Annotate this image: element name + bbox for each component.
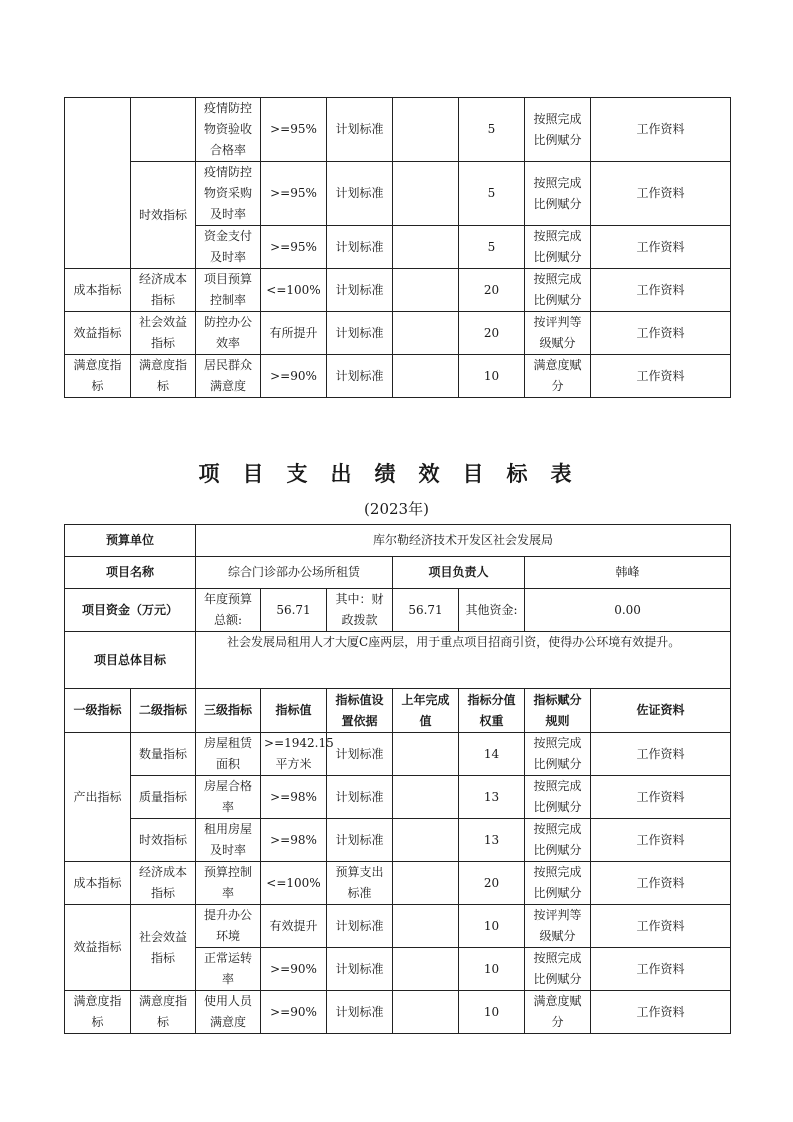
- level2-satisfaction: 满意度指标: [131, 991, 196, 1034]
- basis-cell: 计划标准: [327, 226, 393, 269]
- evidence-cell: 工作资料: [591, 905, 731, 948]
- level2-satisfaction: 满意度指标: [131, 355, 196, 398]
- basis-cell: 计划标准: [327, 733, 393, 776]
- level3-cell: 居民群众满意度: [196, 355, 261, 398]
- evidence-cell: 工作资料: [591, 355, 731, 398]
- value-cell: >=98%: [261, 776, 327, 819]
- level2-timeliness: 时效指标: [131, 162, 196, 269]
- rule-cell: 按照完成比例赋分: [525, 733, 591, 776]
- level3-cell: 疫情防控物资采购及时率: [196, 162, 261, 226]
- level3-cell: 疫情防控物资验收合格率: [196, 98, 261, 162]
- evidence-cell: 工作资料: [591, 98, 731, 162]
- last-year-cell: [393, 269, 459, 312]
- level3-cell: 房屋租赁面积: [196, 733, 261, 776]
- rule-cell: 按照完成比例赋分: [525, 269, 591, 312]
- value-cell: <=100%: [261, 862, 327, 905]
- project-name-label: 项目名称: [65, 557, 196, 589]
- evidence-cell: 工作资料: [591, 312, 731, 355]
- table-row: [65, 632, 731, 689]
- table-row: [65, 557, 731, 589]
- level3-cell: 使用人员满意度: [196, 991, 261, 1034]
- header-value: 指标值: [261, 689, 327, 733]
- level2-quality-cont: [131, 98, 196, 162]
- header-level3: 三级指标: [196, 689, 261, 733]
- basis-cell: 计划标准: [327, 355, 393, 398]
- header-last-year: 上年完成值: [393, 689, 459, 733]
- rule-cell: 按评判等级赋分: [525, 312, 591, 355]
- evidence-cell: 工作资料: [591, 948, 731, 991]
- level3-cell: 防控办公效率: [196, 312, 261, 355]
- level1-satisfaction: 满意度指标: [65, 991, 131, 1034]
- level3-cell: 房屋合格率: [196, 776, 261, 819]
- last-year-cell: [393, 98, 459, 162]
- table-row: [65, 312, 731, 355]
- level1-output-cont: [65, 98, 131, 269]
- level2-economic-cost: 经济成本指标: [131, 862, 196, 905]
- overall-goal-text: 社会发展局租用人才大厦C座两层，用于重点项目招商引资，使得办公环境有效提升。: [196, 632, 731, 689]
- rule-cell: 按照完成比例赋分: [525, 162, 591, 226]
- rule-cell: 按照完成比例赋分: [525, 948, 591, 991]
- table-row: [65, 776, 731, 819]
- basis-cell: 计划标准: [327, 991, 393, 1034]
- project-name-value: 综合门诊部办公场所租赁: [196, 557, 393, 589]
- evidence-cell: 工作资料: [591, 862, 731, 905]
- last-year-cell: [393, 991, 459, 1034]
- value-cell: >=95%: [261, 162, 327, 226]
- weight-cell: 10: [459, 355, 525, 398]
- last-year-cell: [393, 776, 459, 819]
- header-level2: 二级指标: [131, 689, 196, 733]
- level1-benefit: 效益指标: [65, 312, 131, 355]
- evidence-cell: 工作资料: [591, 162, 731, 226]
- weight-cell: 20: [459, 269, 525, 312]
- level1-cost: 成本指标: [65, 862, 131, 905]
- table-row: [65, 162, 731, 226]
- table-row: [65, 98, 731, 162]
- rule-cell: 按评判等级赋分: [525, 905, 591, 948]
- project-funds-label: 项目资金（万元）: [65, 589, 196, 632]
- level3-cell: 租用房屋及时率: [196, 819, 261, 862]
- weight-cell: 10: [459, 905, 525, 948]
- weight-cell: 20: [459, 862, 525, 905]
- weight-cell: 20: [459, 312, 525, 355]
- level2-social-benefit: 社会效益指标: [131, 905, 196, 991]
- basis-cell: 计划标准: [327, 269, 393, 312]
- level2-social-benefit: 社会效益指标: [131, 312, 196, 355]
- project-owner-label: 项目负责人: [393, 557, 525, 589]
- last-year-cell: [393, 948, 459, 991]
- table-row: [65, 525, 731, 557]
- value-cell: 有效提升: [261, 905, 327, 948]
- level3-cell: 资金支付及时率: [196, 226, 261, 269]
- table-header-row: [65, 689, 731, 733]
- performance-goal-table: [64, 524, 731, 1034]
- level2-economic-cost: 经济成本指标: [131, 269, 196, 312]
- rule-cell: 满意度赋分: [525, 991, 591, 1034]
- header-evidence: 佐证资料: [591, 689, 731, 733]
- evidence-cell: 工作资料: [591, 819, 731, 862]
- value-cell: 有所提升: [261, 312, 327, 355]
- evidence-cell: 工作资料: [591, 226, 731, 269]
- basis-cell: 预算支出标准: [327, 862, 393, 905]
- value-cell: >=95%: [261, 98, 327, 162]
- level2-quality: 质量指标: [131, 776, 196, 819]
- fiscal-allocation-label: 其中：财政拨款: [327, 589, 393, 632]
- basis-cell: 计划标准: [327, 905, 393, 948]
- level1-output: 产出指标: [65, 733, 131, 862]
- project-owner-value: 韩峰: [525, 557, 731, 589]
- basis-cell: 计划标准: [327, 819, 393, 862]
- rule-cell: 按照完成比例赋分: [525, 226, 591, 269]
- rule-cell: 按照完成比例赋分: [525, 819, 591, 862]
- fiscal-allocation-value: 56.71: [393, 589, 459, 632]
- table-row: [65, 819, 731, 862]
- last-year-cell: [393, 355, 459, 398]
- other-funds-value: 0.00: [525, 589, 731, 632]
- annual-budget-value: 56.71: [261, 589, 327, 632]
- last-year-cell: [393, 905, 459, 948]
- budget-unit-label: 预算单位: [65, 525, 196, 557]
- header-weight: 指标分值权重: [459, 689, 525, 733]
- evidence-cell: 工作资料: [591, 269, 731, 312]
- basis-cell: 计划标准: [327, 776, 393, 819]
- rule-cell: 满意度赋分: [525, 355, 591, 398]
- year-label: (2023年): [364, 500, 429, 518]
- table-row: [65, 862, 731, 905]
- value-cell: >=95%: [261, 226, 327, 269]
- table-row: [65, 905, 731, 948]
- evidence-cell: 工作资料: [591, 733, 731, 776]
- header-level1: 一级指标: [65, 689, 131, 733]
- table-row: [65, 991, 731, 1034]
- rule-cell: 按照完成比例赋分: [525, 98, 591, 162]
- level3-cell: 预算控制率: [196, 862, 261, 905]
- level1-satisfaction: 满意度指标: [65, 355, 131, 398]
- level3-cell: 正常运转率: [196, 948, 261, 991]
- last-year-cell: [393, 733, 459, 776]
- weight-cell: 5: [459, 98, 525, 162]
- level2-timeliness: 时效指标: [131, 819, 196, 862]
- last-year-cell: [393, 312, 459, 355]
- rule-cell: 按照完成比例赋分: [525, 862, 591, 905]
- value-cell: >=90%: [261, 355, 327, 398]
- level2-quantity: 数量指标: [131, 733, 196, 776]
- level1-benefit: 效益指标: [65, 905, 131, 991]
- weight-cell: 5: [459, 162, 525, 226]
- table-row: [65, 269, 731, 312]
- rule-cell: 按照完成比例赋分: [525, 776, 591, 819]
- weight-cell: 5: [459, 226, 525, 269]
- performance-table-continued: [64, 97, 731, 398]
- basis-cell: 计划标准: [327, 162, 393, 226]
- level3-cell: 提升办公环境: [196, 905, 261, 948]
- header-basis: 指标值设置依据: [327, 689, 393, 733]
- value-cell: >=90%: [261, 948, 327, 991]
- value-cell: >=98%: [261, 819, 327, 862]
- basis-cell: 计划标准: [327, 948, 393, 991]
- level1-cost: 成本指标: [65, 269, 131, 312]
- weight-cell: 14: [459, 733, 525, 776]
- basis-cell: 计划标准: [327, 98, 393, 162]
- last-year-cell: [393, 226, 459, 269]
- level3-cell: 项目预算控制率: [196, 269, 261, 312]
- other-funds-label: 其他资金:: [459, 589, 525, 632]
- weight-cell: 10: [459, 991, 525, 1034]
- value-cell: >=90%: [261, 991, 327, 1034]
- weight-cell: 13: [459, 819, 525, 862]
- last-year-cell: [393, 862, 459, 905]
- basis-cell: 计划标准: [327, 312, 393, 355]
- last-year-cell: [393, 819, 459, 862]
- weight-cell: 13: [459, 776, 525, 819]
- last-year-cell: [393, 162, 459, 226]
- table-row: [65, 589, 731, 632]
- evidence-cell: 工作资料: [591, 776, 731, 819]
- table-row: [65, 355, 731, 398]
- value-cell: <=100%: [261, 269, 327, 312]
- overall-goal-label: 项目总体目标: [65, 632, 196, 689]
- evidence-cell: 工作资料: [591, 991, 731, 1034]
- table-row: [65, 733, 731, 776]
- page-title: 项目支出绩效目标表: [198, 462, 595, 486]
- value-cell: >=1942.15平方米: [261, 733, 327, 776]
- budget-unit-value: 库尔勒经济技术开发区社会发展局: [196, 525, 731, 557]
- annual-budget-label: 年度预算总额:: [196, 589, 261, 632]
- header-rule: 指标赋分规则: [525, 689, 591, 733]
- weight-cell: 10: [459, 948, 525, 991]
